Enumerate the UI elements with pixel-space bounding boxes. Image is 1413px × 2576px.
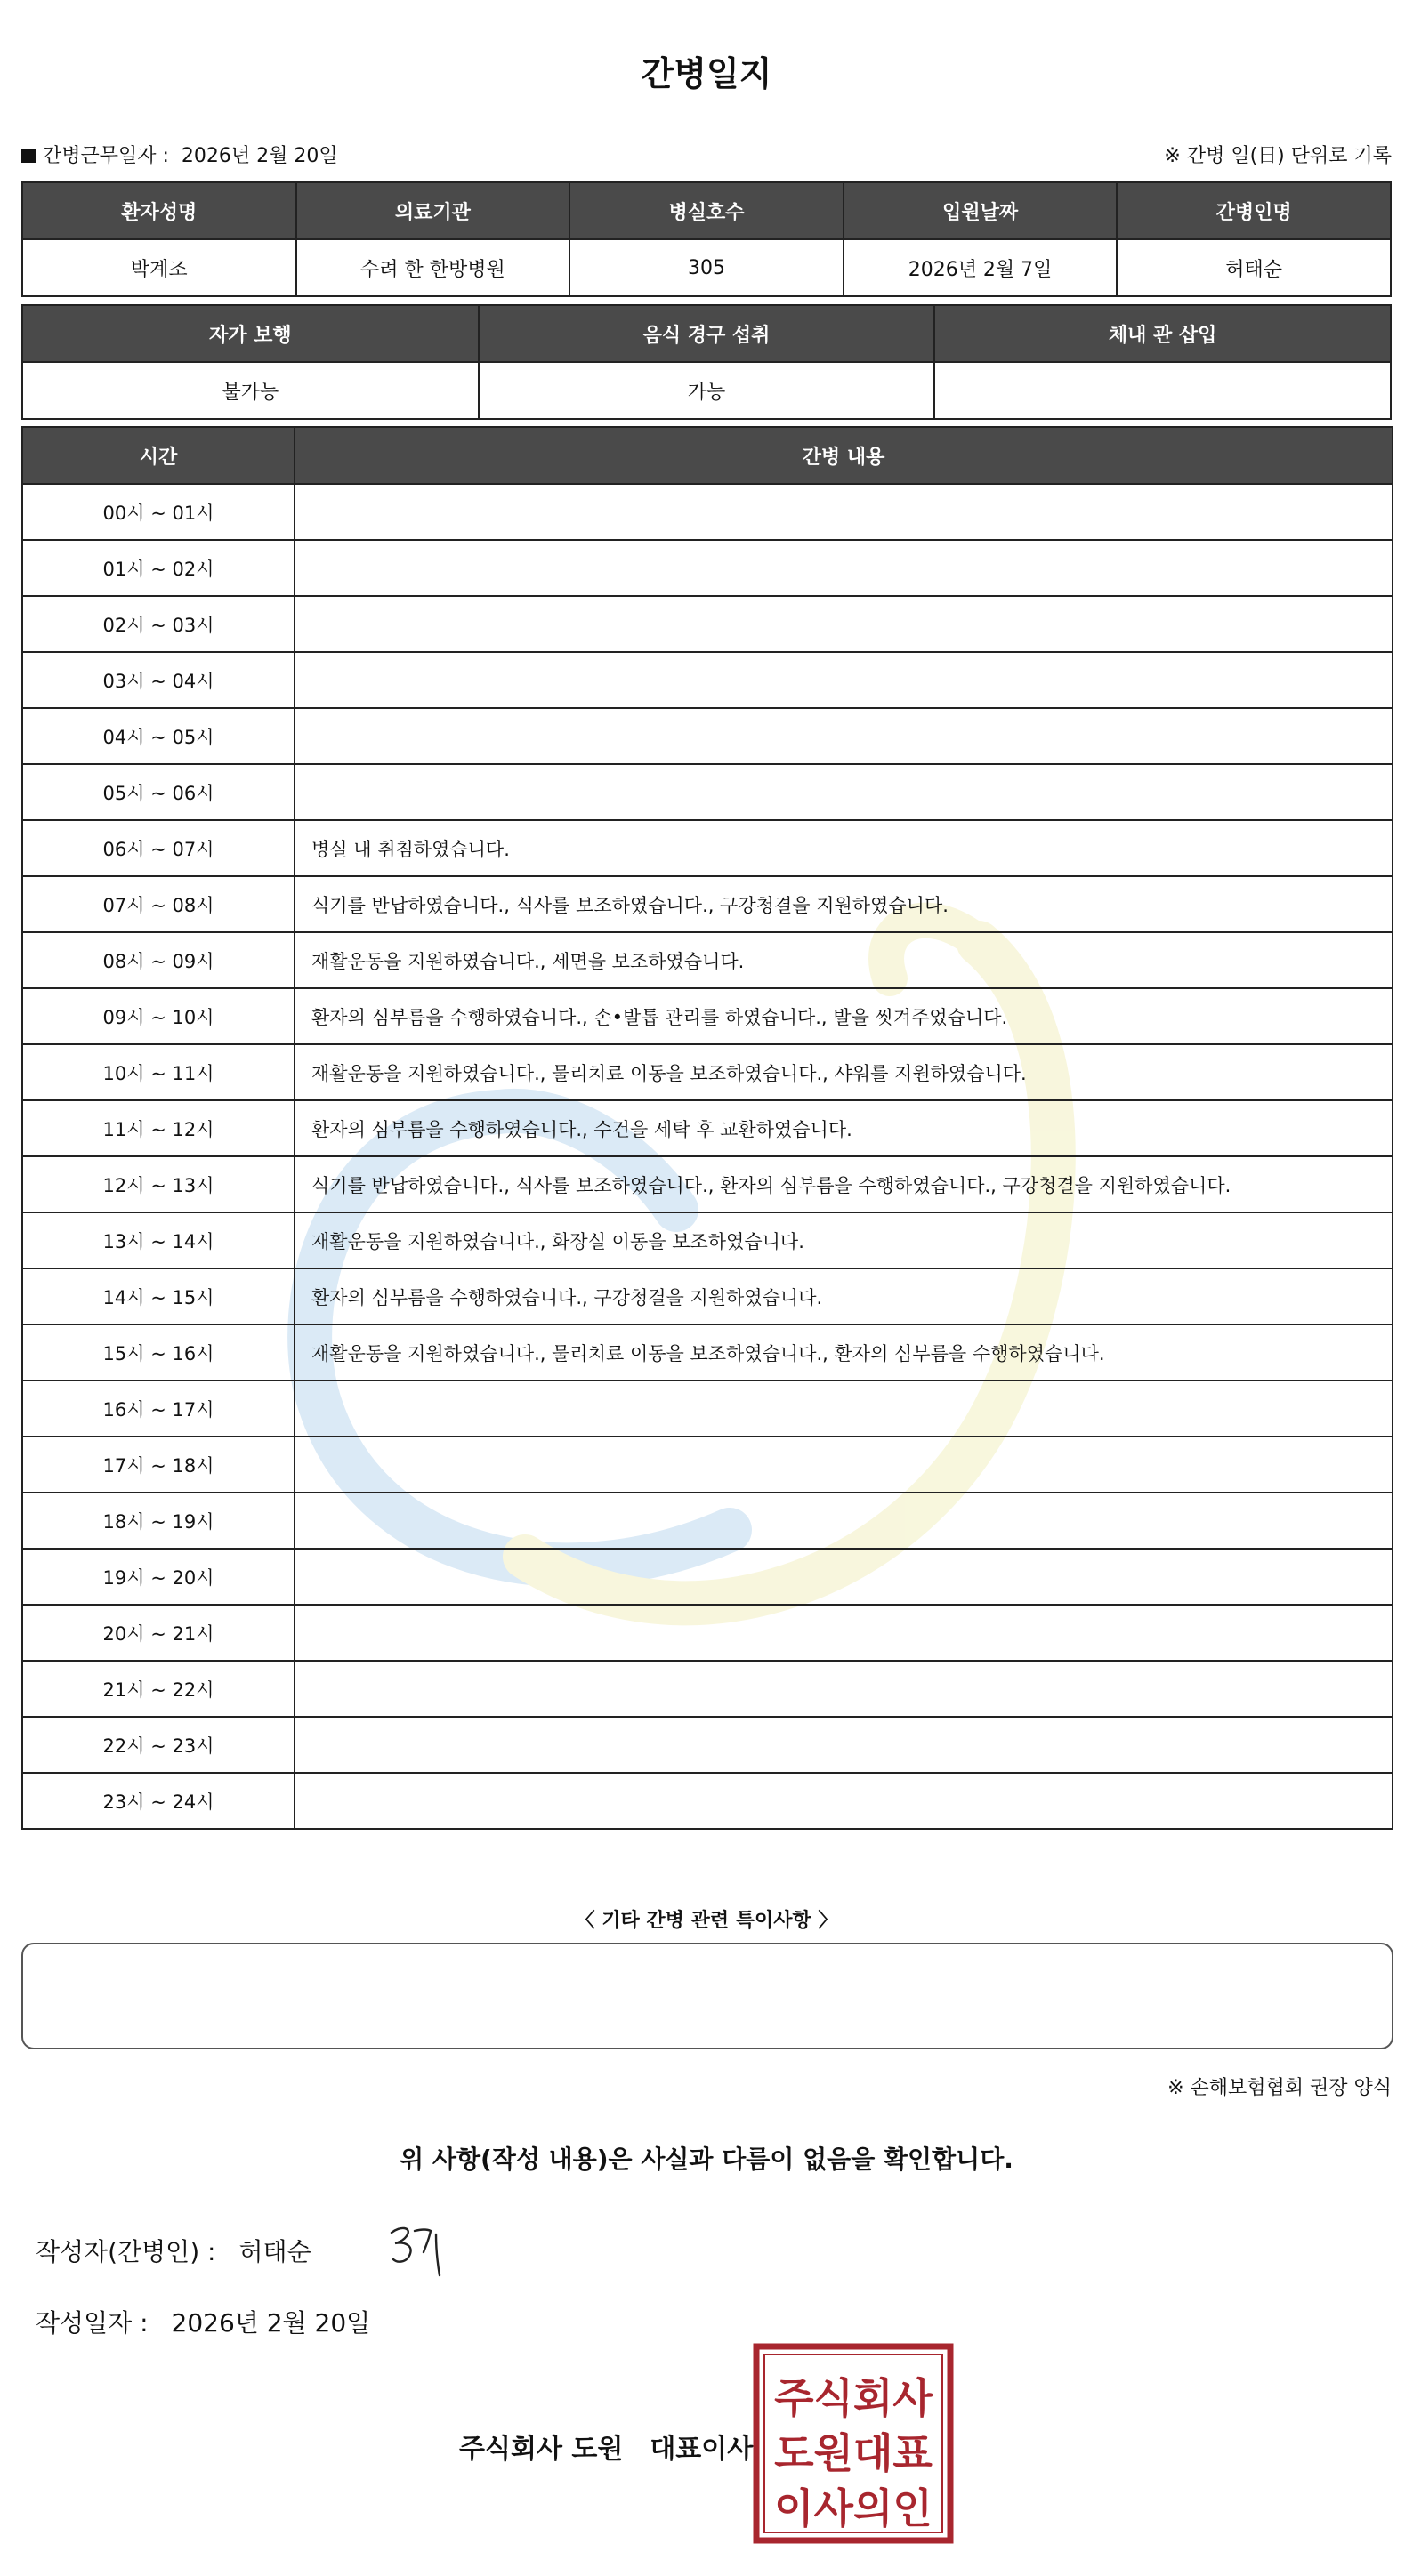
header-room-number: 병실호수 [569, 182, 844, 239]
company-signature-line [459, 2427, 753, 2466]
log-row [22, 1605, 1393, 1661]
log-content [295, 1661, 1393, 1717]
header-admission-date: 입원날짜 [844, 182, 1118, 239]
room-number: 305 [569, 239, 844, 296]
log-content: 환자의 심부름을 수행하였습니다., 구강청결을 지원하였습니다. [295, 1268, 1393, 1324]
header-oral-intake: 음식 경구 섭취 [479, 305, 935, 362]
log-content [295, 1773, 1393, 1829]
log-time: 08시 ~ 09시 [22, 932, 295, 988]
log-row [22, 1156, 1393, 1212]
svg-text:주식회사: 주식회사 [774, 2374, 933, 2422]
header-patient-name: 환자성명 [22, 182, 296, 239]
log-row [22, 540, 1393, 596]
log-row [22, 1717, 1393, 1773]
log-time: 21시 ~ 22시 [22, 1661, 295, 1717]
company-name: 주식회사 도원 [459, 2434, 624, 2465]
form-source-note: ※ 손해보험협회 권장 양식 [1167, 2077, 1392, 2099]
log-row [22, 1437, 1393, 1493]
log-time: 04시 ~ 05시 [22, 708, 295, 764]
log-time: 02시 ~ 03시 [22, 596, 295, 652]
log-row [22, 708, 1393, 764]
writer-label: 작성자(간병인) : [36, 2237, 216, 2266]
log-content [295, 1493, 1393, 1549]
log-row [22, 484, 1393, 540]
log-content [295, 764, 1393, 820]
log-time: 17시 ~ 18시 [22, 1437, 295, 1493]
log-row [22, 1549, 1393, 1605]
header-hospital: 의료기관 [296, 182, 570, 239]
log-content [295, 1717, 1393, 1773]
log-content: 재활운동을 지원하였습니다., 세면을 보조하였습니다. [295, 932, 1393, 988]
patient-info-table [21, 181, 1392, 297]
log-time: 18시 ~ 19시 [22, 1493, 295, 1549]
log-content [295, 484, 1393, 540]
log-time: 15시 ~ 16시 [22, 1324, 295, 1381]
oral-intake-value: 가능 [479, 362, 935, 419]
patient-name: 박계조 [22, 239, 296, 296]
log-time: 00시 ~ 01시 [22, 484, 295, 540]
log-row [22, 820, 1393, 876]
log-row [22, 988, 1393, 1044]
writer-line [36, 2233, 311, 2268]
tube-insertion-value [934, 362, 1391, 419]
remarks-box [21, 1943, 1393, 2049]
log-time: 05시 ~ 06시 [22, 764, 295, 820]
header-care-content: 간병 내용 [295, 427, 1393, 484]
log-content: 재활운동을 지원하였습니다., 물리치료 이동을 보조하였습니다., 샤워를 지원하였습니다. [295, 1044, 1393, 1100]
patient-status-table [21, 304, 1392, 420]
log-row [22, 1493, 1393, 1549]
header-self-walking: 자가 보행 [22, 305, 479, 362]
log-time: 01시 ~ 02시 [22, 540, 295, 596]
log-row [22, 1268, 1393, 1324]
log-row [22, 1212, 1393, 1268]
header-tube-insertion: 체내 관 삽입 [934, 305, 1391, 362]
document-title: 간병일지 [641, 54, 772, 93]
log-row [22, 1100, 1393, 1156]
log-content [295, 540, 1393, 596]
log-content [295, 652, 1393, 708]
log-row [22, 1661, 1393, 1717]
admission-date: 2026년 2월 7일 [844, 239, 1118, 296]
log-content [295, 708, 1393, 764]
header-caregiver-name: 간병인명 [1117, 182, 1391, 239]
log-row [22, 1044, 1393, 1100]
log-time: 16시 ~ 17시 [22, 1381, 295, 1437]
confirmation-statement: 위 사항(작성 내용)은 사실과 다름이 없음을 확인합니다. [400, 2145, 1013, 2174]
log-row [22, 652, 1393, 708]
log-time: 12시 ~ 13시 [22, 1156, 295, 1212]
log-content: 식기를 반납하였습니다., 식사를 보조하였습니다., 환자의 심부름을 수행하였습니다., 구강청결을 지원하였습니다. [295, 1156, 1393, 1212]
log-content [295, 1381, 1393, 1437]
log-content: 재활운동을 지원하였습니다., 화장실 이동을 보조하였습니다. [295, 1212, 1393, 1268]
log-time: 09시 ~ 10시 [22, 988, 295, 1044]
signature-mark [384, 2217, 456, 2288]
log-content [295, 596, 1393, 652]
log-row [22, 764, 1393, 820]
log-time: 20시 ~ 21시 [22, 1605, 295, 1661]
log-content [295, 1605, 1393, 1661]
log-time: 07시 ~ 08시 [22, 876, 295, 932]
work-date [21, 141, 338, 168]
square-bullet-icon [21, 149, 36, 163]
header-time: 시간 [22, 427, 295, 484]
writer-name: 허태순 [238, 2237, 311, 2266]
svg-text:이사의인: 이사의인 [774, 2484, 933, 2532]
log-row [22, 876, 1393, 932]
svg-text:도원대표: 도원대표 [774, 2429, 933, 2477]
caregiver-name: 허태순 [1117, 239, 1391, 296]
care-log-table [21, 426, 1393, 1830]
log-content: 병실 내 취침하였습니다. [295, 820, 1393, 876]
work-date-value: 2026년 2월 20일 [181, 145, 338, 167]
log-content: 환자의 심부름을 수행하였습니다., 수건을 세탁 후 교환하였습니다. [295, 1100, 1393, 1156]
log-content [295, 1437, 1393, 1493]
log-time: 23시 ~ 24시 [22, 1773, 295, 1829]
hospital-name: 수려 한 한방병원 [296, 239, 570, 296]
company-seal [753, 2343, 954, 2544]
log-content: 환자의 심부름을 수행하였습니다., 손•발톱 관리를 하였습니다., 발을 씻겨주었습니다. [295, 988, 1393, 1044]
written-date-line [36, 2304, 370, 2339]
written-date-value: 2026년 2월 20일 [171, 2308, 371, 2338]
log-row [22, 1324, 1393, 1381]
log-content: 식기를 반납하였습니다., 식사를 보조하였습니다., 구강청결을 지원하였습니다. [295, 876, 1393, 932]
self-walking-value: 불가능 [22, 362, 479, 419]
log-time: 14시 ~ 15시 [22, 1268, 295, 1324]
log-content [295, 1549, 1393, 1605]
log-time: 13시 ~ 14시 [22, 1212, 295, 1268]
remarks-title: 〈 기타 간병 관련 특이사항 〉 [575, 1910, 838, 1932]
log-content: 재활운동을 지원하였습니다., 물리치료 이동을 보조하였습니다., 환자의 심부름을 수행하였습니다. [295, 1324, 1393, 1381]
ceo-title: 대표이사 [650, 2434, 754, 2465]
log-row [22, 932, 1393, 988]
log-time: 22시 ~ 23시 [22, 1717, 295, 1773]
log-time: 03시 ~ 04시 [22, 652, 295, 708]
log-row [22, 1381, 1393, 1437]
log-time: 19시 ~ 20시 [22, 1549, 295, 1605]
record-unit-note: ※ 간병 일(日) 단위로 기록 [1164, 145, 1392, 167]
log-time: 11시 ~ 12시 [22, 1100, 295, 1156]
written-date-label: 작성일자 : [36, 2308, 149, 2338]
log-row [22, 1773, 1393, 1829]
work-date-label: 간병근무일자 : [43, 145, 169, 167]
log-time: 10시 ~ 11시 [22, 1044, 295, 1100]
log-row [22, 596, 1393, 652]
log-time: 06시 ~ 07시 [22, 820, 295, 876]
